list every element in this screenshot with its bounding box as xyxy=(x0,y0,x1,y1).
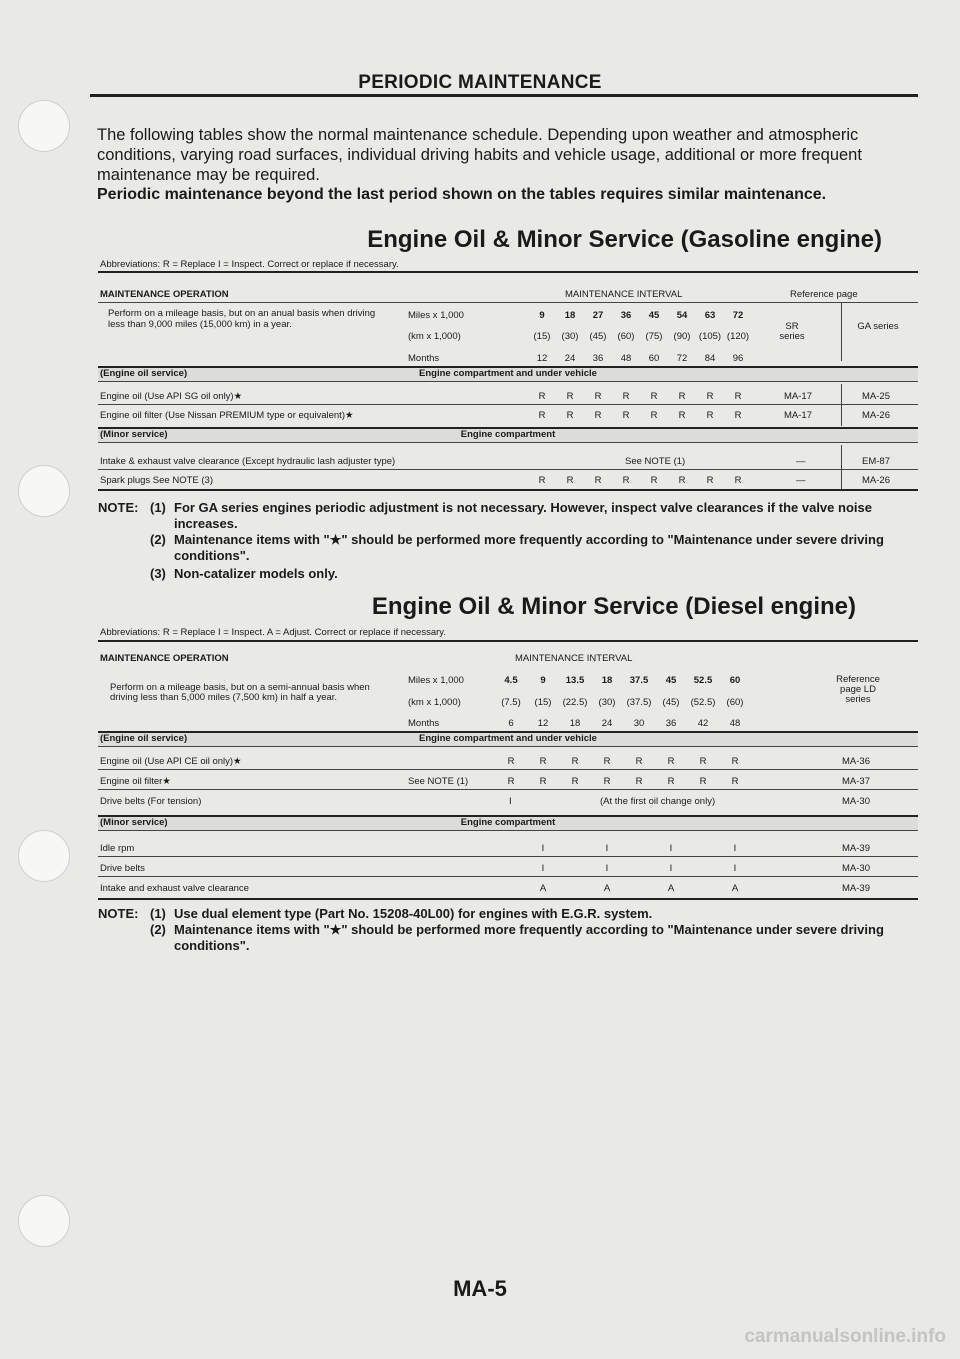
section-label: (Minor service) xyxy=(100,817,168,828)
interval-value xyxy=(623,883,655,894)
binder-hole xyxy=(18,100,70,152)
interval-value: (120) xyxy=(726,331,750,342)
interval-value: 9 xyxy=(540,675,546,686)
table-row-ref: MA-39 xyxy=(842,843,870,854)
interval-value xyxy=(495,843,527,854)
interval-value: 72 xyxy=(676,353,688,364)
table-row-op: Spark plugs See NOTE (3) xyxy=(100,475,213,486)
interval-value: 60 xyxy=(729,675,741,686)
interval-value xyxy=(559,883,591,894)
interval-value: R xyxy=(566,391,574,402)
interval-value: R xyxy=(734,475,742,486)
table-row-op: Intake & exhaust valve clearance (Except hydraulic lash adjuster type) xyxy=(100,456,396,467)
section-bar-minor-service xyxy=(98,427,918,443)
note-number: (2) xyxy=(150,532,166,547)
interval-value: 24 xyxy=(601,718,613,729)
binder-hole xyxy=(18,1195,70,1247)
interval-value: R xyxy=(594,475,602,486)
interval-value: I xyxy=(733,863,737,874)
interval-value: I xyxy=(605,843,609,854)
interval-value: R xyxy=(507,756,515,767)
interval-value: R xyxy=(566,410,574,421)
row-rule xyxy=(98,404,918,405)
section-label: (Engine oil service) xyxy=(100,368,188,379)
interval-value: I xyxy=(605,863,609,874)
interval-value: 18 xyxy=(569,718,581,729)
binder-hole xyxy=(18,830,70,882)
interval-value: A xyxy=(603,883,611,894)
interval-value xyxy=(559,863,591,874)
ref-divider xyxy=(841,384,842,426)
gasoline-section-title: Engine Oil & Minor Service (Gasoline engine) xyxy=(367,226,882,253)
section-bar-engine-oil xyxy=(98,366,918,382)
table-row-first: I xyxy=(509,796,512,807)
interval-value: R xyxy=(699,776,707,787)
interval-value: R xyxy=(635,776,643,787)
table-row-sr-ref: — xyxy=(796,456,806,467)
interval-value: R xyxy=(650,475,658,486)
table-row-values xyxy=(495,756,751,767)
interval-value xyxy=(687,863,719,874)
note-number: (2) xyxy=(150,922,166,937)
table-row-sr-ref: — xyxy=(796,475,806,486)
interval-value: 42 xyxy=(697,718,709,729)
row-rule xyxy=(98,876,918,877)
note-text: Maintenance items with "★" should be performed more frequently according to "Maintenance under severe driving conditions". xyxy=(174,532,884,563)
interval-value: R xyxy=(706,475,714,486)
interval-value xyxy=(559,843,591,854)
interval-value: R xyxy=(635,756,643,767)
unit-km: (km x 1,000) xyxy=(408,697,461,708)
interval-value: R xyxy=(731,756,739,767)
interval-value: R xyxy=(678,391,686,402)
interval-value: R xyxy=(706,391,714,402)
interval-value: R xyxy=(667,756,675,767)
interval-value: R xyxy=(622,391,630,402)
interval-value: R xyxy=(678,410,686,421)
note-text: Maintenance items with "★" should be performed more frequently according to "Maintenance under severe driving conditions". xyxy=(174,922,884,953)
note-label: NOTE: xyxy=(98,500,139,515)
interval-value: 30 xyxy=(633,718,645,729)
ref-divider xyxy=(841,302,842,361)
interval-value: R xyxy=(566,475,574,486)
table-row-op: Engine oil (Use API CE oil only)★ xyxy=(100,756,242,767)
table-row-ref: MA-39 xyxy=(842,883,870,894)
interval-value: I xyxy=(669,863,673,874)
col-header-operation: MAINTENANCE OPERATION xyxy=(100,653,229,664)
interval-value: (75) xyxy=(645,331,663,342)
interval-value: (60) xyxy=(726,697,744,708)
interval-value: (60) xyxy=(617,331,635,342)
gasoline-abbreviations: Abbreviations: R = Replace I = Inspect. Correct or replace if necessary. xyxy=(100,259,399,270)
note-number: (1) xyxy=(150,906,166,921)
ref-ld-series: Reference page LD series xyxy=(836,674,880,705)
note-text: Use dual element type (Part No. 15208-40L00) for engines with E.G.R. system. xyxy=(174,906,653,921)
interval-value: (45) xyxy=(662,697,680,708)
interval-value: 48 xyxy=(620,353,632,364)
interval-value: 45 xyxy=(665,675,677,686)
interval-value xyxy=(623,843,655,854)
diesel-abbreviations: Abbreviations: R = Replace I = Inspect. A = Adjust. Correct or replace if necessary. xyxy=(100,627,446,638)
interval-value: R xyxy=(538,391,546,402)
interval-value: R xyxy=(706,410,714,421)
unit-miles: Miles x 1,000 xyxy=(408,310,464,321)
interval-value: R xyxy=(539,756,547,767)
gasoline-perform-note: Perform on a mileage basis, but on an anual basis when driving less than 9,000 miles (15,000 km) in a year. xyxy=(108,308,376,330)
table-row-ref: MA-30 xyxy=(842,796,870,807)
interval-value: 27 xyxy=(592,310,604,321)
gasoline-km-row xyxy=(528,331,752,342)
interval-value: (7.5) xyxy=(501,697,521,708)
table-row-note-ref: See NOTE (1) xyxy=(625,456,686,467)
interval-value: R xyxy=(622,475,630,486)
table-row-values xyxy=(528,410,752,421)
row-rule xyxy=(98,789,918,790)
table-row-op: Intake and exhaust valve clearance xyxy=(100,883,249,894)
ref-ga-series: GA series xyxy=(857,321,899,332)
diesel-miles-row xyxy=(495,675,751,686)
interval-value: R xyxy=(538,475,546,486)
interval-value: R xyxy=(650,391,658,402)
interval-value: I xyxy=(541,863,545,874)
interval-value: (15) xyxy=(533,331,551,342)
section-location: Engine compartment and under vehicle xyxy=(419,368,597,379)
unit-months: Months xyxy=(408,353,440,364)
binder-hole xyxy=(18,465,70,517)
table-row-text: (At the first oil change only) xyxy=(600,796,716,807)
section-location: Engine compartment xyxy=(460,817,556,828)
table-row-ga-ref: EM-87 xyxy=(862,456,890,467)
interval-value: R xyxy=(603,756,611,767)
interval-value: (45) xyxy=(589,331,607,342)
interval-value: 37.5 xyxy=(629,675,649,686)
interval-value: 52.5 xyxy=(693,675,713,686)
interval-value: 9 xyxy=(539,310,545,321)
interval-value: (105) xyxy=(698,331,722,342)
table-row-ref: MA-37 xyxy=(842,776,870,787)
interval-value: R xyxy=(594,391,602,402)
table-row-op: Drive belts (For tension) xyxy=(100,796,202,807)
table-row-op: Idle rpm xyxy=(100,843,135,854)
col-header-interval: MAINTENANCE INTERVAL xyxy=(565,289,683,300)
table-row-sr-ref: MA-17 xyxy=(784,391,812,402)
col-header-reference: Reference page xyxy=(790,289,858,300)
interval-value: R xyxy=(678,475,686,486)
interval-value: 96 xyxy=(732,353,744,364)
header-rule xyxy=(98,302,918,303)
table-row-sr-ref: MA-17 xyxy=(784,410,812,421)
interval-value: R xyxy=(594,410,602,421)
interval-value: (37.5) xyxy=(626,697,652,708)
interval-value xyxy=(495,863,527,874)
col-header-operation: MAINTENANCE OPERATION xyxy=(100,289,229,300)
interval-value: (15) xyxy=(534,697,552,708)
section-bar-engine-oil xyxy=(98,731,918,747)
table-row-values xyxy=(495,883,751,894)
table-row-op: Engine oil filter (Use Nissan PREMIUM type or equivalent)★ xyxy=(100,410,354,421)
interval-value xyxy=(687,843,719,854)
section-label: (Engine oil service) xyxy=(100,733,188,744)
interval-value: A xyxy=(539,883,547,894)
note-number: (3) xyxy=(150,566,166,581)
diesel-months-row xyxy=(495,718,751,729)
page-title: PERIODIC MAINTENANCE xyxy=(358,72,602,93)
table-row-values xyxy=(495,863,751,874)
interval-value: R xyxy=(507,776,515,787)
unit-km: (km x 1,000) xyxy=(408,331,461,342)
interval-value: 84 xyxy=(704,353,716,364)
interval-value xyxy=(495,883,527,894)
interval-value: (52.5) xyxy=(690,697,716,708)
interval-value: 12 xyxy=(536,353,548,364)
table-row-ga-ref: MA-25 xyxy=(862,391,890,402)
table-row-values xyxy=(528,475,752,486)
interval-value xyxy=(623,863,655,874)
unit-miles: Miles x 1,000 xyxy=(408,675,464,686)
interval-value: 36 xyxy=(592,353,604,364)
interval-value: (30) xyxy=(561,331,579,342)
table-row-note-ref: See NOTE (1) xyxy=(408,776,469,787)
interval-value: A xyxy=(731,883,739,894)
gasoline-months-row xyxy=(528,353,752,364)
interval-value: 18 xyxy=(601,675,613,686)
interval-value: 72 xyxy=(732,310,744,321)
table-rule xyxy=(98,640,918,642)
interval-value: 48 xyxy=(729,718,741,729)
table-row-op: Engine oil (Use API SG oil only)★ xyxy=(100,391,243,402)
interval-value: R xyxy=(603,776,611,787)
page-number: MA-5 xyxy=(453,1276,507,1301)
table-rule xyxy=(98,898,918,900)
interval-value: 60 xyxy=(648,353,660,364)
interval-value: R xyxy=(650,410,658,421)
interval-value: R xyxy=(571,776,579,787)
interval-value: I xyxy=(733,843,737,854)
watermark: carmanualsonline.info xyxy=(744,1326,946,1347)
row-rule xyxy=(98,856,918,857)
interval-value: R xyxy=(734,391,742,402)
ref-sr-series: SR series xyxy=(779,321,805,342)
section-bar-minor-service xyxy=(98,815,918,831)
title-rule xyxy=(90,94,918,97)
table-rule xyxy=(98,271,918,273)
section-location: Engine compartment and under vehicle xyxy=(419,733,597,744)
table-row-ga-ref: MA-26 xyxy=(862,410,890,421)
interval-value: I xyxy=(541,843,545,854)
interval-value: A xyxy=(667,883,675,894)
table-row-values xyxy=(495,776,751,787)
table-row-op: Drive belts xyxy=(100,863,145,874)
section-label: (Minor service) xyxy=(100,429,168,440)
table-row-ref: MA-30 xyxy=(842,863,870,874)
interval-value: 36 xyxy=(620,310,632,321)
diesel-perform-note: Perform on a mileage basis, but on a semi-annual basis when driving less than 5,000 miles (7,500 km) in half a year. xyxy=(110,682,370,703)
table-row-ref: MA-36 xyxy=(842,756,870,767)
col-header-interval: MAINTENANCE INTERVAL xyxy=(515,653,633,664)
interval-value: R xyxy=(667,776,675,787)
note-label: NOTE: xyxy=(98,906,139,921)
table-row-op: Engine oil filter★ xyxy=(100,776,171,787)
table-row-values xyxy=(495,843,751,854)
interval-value: R xyxy=(622,410,630,421)
interval-value: 18 xyxy=(564,310,576,321)
interval-value: 45 xyxy=(648,310,660,321)
interval-value: R xyxy=(699,756,707,767)
intro-bold-sentence: Periodic maintenance beyond the last period shown on the tables requires similar maintenance. xyxy=(97,186,827,203)
interval-value: I xyxy=(669,843,673,854)
interval-value: R xyxy=(571,756,579,767)
interval-value: R xyxy=(731,776,739,787)
unit-months: Months xyxy=(408,718,440,729)
interval-value: R xyxy=(539,776,547,787)
intro-paragraph: The following tables show the normal maintenance schedule. Depending upon weather and atmospheric conditions, varying road surfaces, individual driving habits and vehicle usage, additional or more frequent maintenance may be required. xyxy=(97,126,862,184)
gasoline-miles-row xyxy=(528,310,752,321)
diesel-section-title: Engine Oil & Minor Service (Diesel engine) xyxy=(371,593,856,620)
interval-value: 13.5 xyxy=(565,675,585,686)
interval-value: (22.5) xyxy=(562,697,588,708)
diesel-km-row xyxy=(495,697,751,708)
interval-value: R xyxy=(734,410,742,421)
note-text: Non-catalizer models only. xyxy=(174,566,338,581)
interval-value: 63 xyxy=(704,310,716,321)
interval-value: 24 xyxy=(564,353,576,364)
interval-value: R xyxy=(538,410,546,421)
interval-value: 36 xyxy=(665,718,677,729)
row-rule xyxy=(98,469,918,470)
interval-value: (90) xyxy=(673,331,691,342)
section-location: Engine compartment xyxy=(460,429,556,440)
table-row-values xyxy=(528,391,752,402)
interval-value: 4.5 xyxy=(504,675,518,686)
interval-value: 6 xyxy=(508,718,514,729)
interval-value: 12 xyxy=(537,718,549,729)
row-rule xyxy=(98,769,918,770)
note-text: For GA series engines periodic adjustment is not necessary. However, inspect valve clearances if the valve noise increases. xyxy=(174,500,872,531)
interval-value xyxy=(687,883,719,894)
table-row-ga-ref: MA-26 xyxy=(862,475,890,486)
table-rule xyxy=(98,489,918,491)
note-number: (1) xyxy=(150,500,166,515)
interval-value: (30) xyxy=(598,697,616,708)
ref-divider xyxy=(841,445,842,490)
interval-value: 54 xyxy=(676,310,688,321)
